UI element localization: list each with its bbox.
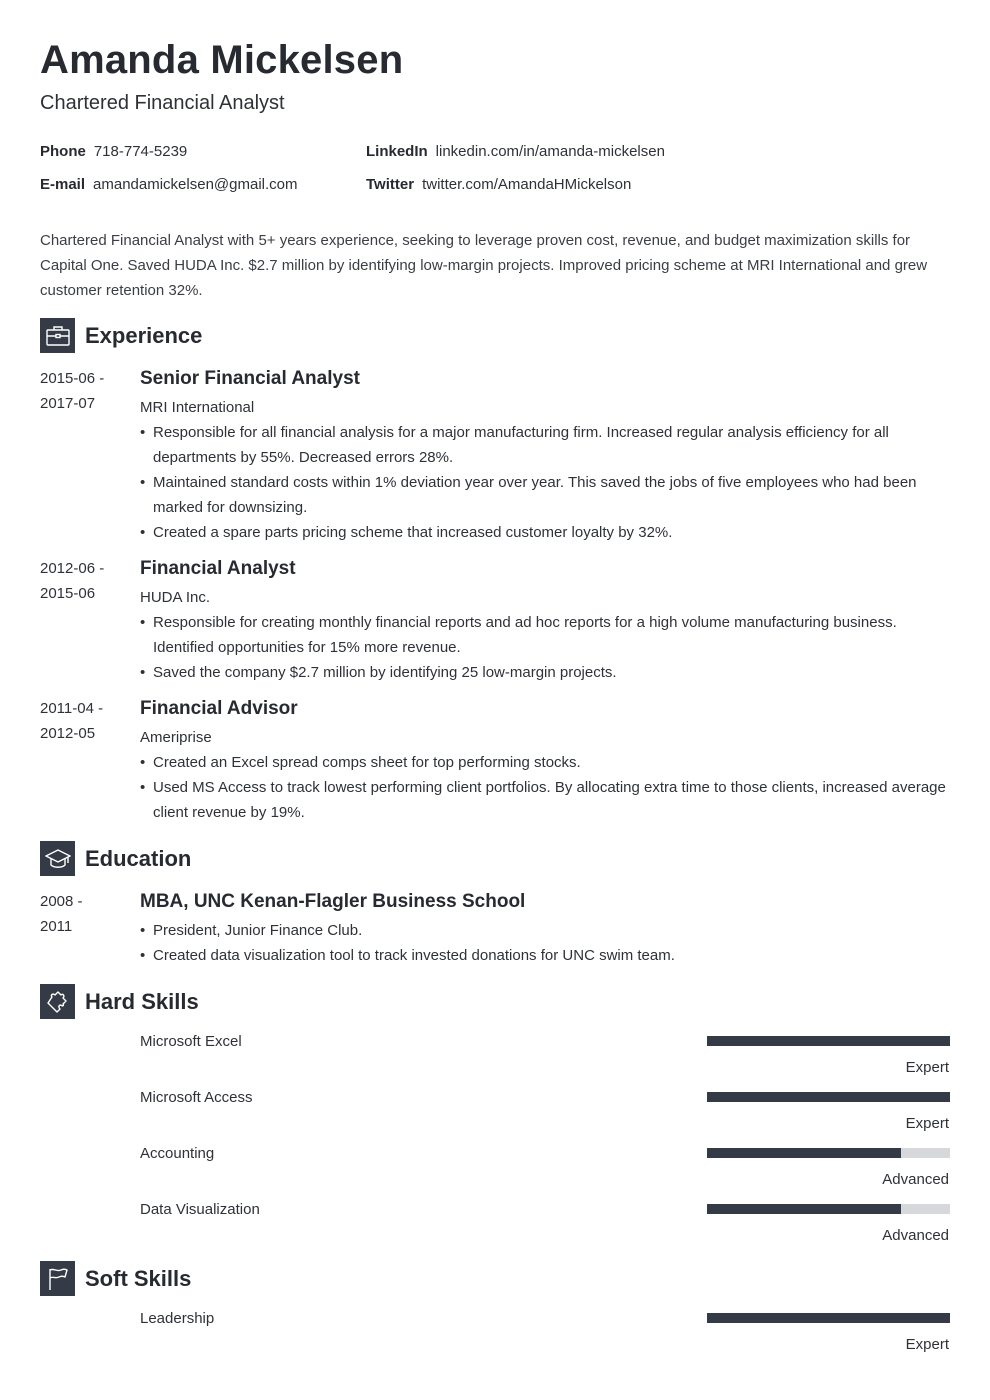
experience-body <box>140 366 950 545</box>
skill-level-label: Expert <box>905 1115 949 1132</box>
bullet-item: • President, Junior Finance Club. <box>140 918 950 943</box>
date-start: 2008 - <box>40 893 83 910</box>
date-start: 2011-04 - <box>40 700 104 717</box>
skill-level-label: Advanced <box>882 1171 949 1188</box>
soft-skills-heading: Soft Skills <box>85 1265 192 1291</box>
contact-twitter <box>366 176 631 193</box>
skill-name: Microsoft Access <box>140 1089 253 1106</box>
bullet-item: • Maintained standard costs within 1% deviation year over year. This saved the jobs of five employees who had been marked for downsizing. <box>140 470 950 520</box>
skill-row <box>140 1200 950 1250</box>
skill-level-label: Advanced <box>882 1227 949 1244</box>
experience-bullets <box>140 420 950 545</box>
skill-level-label: Expert <box>905 1336 949 1353</box>
education-bullets <box>140 918 950 968</box>
experience-bullets <box>140 610 950 685</box>
skill-name: Microsoft Excel <box>140 1033 242 1050</box>
summary-text: Chartered Financial Analyst with 5+ years experience, seeking to leverage proven cost, revenue, and budget maximization skills for Capital One. Saved HUDA Inc. $2.7 million by identifying low-margin projects. Improved pricing scheme at MRI International and grew customer retention 32%. <box>40 232 928 299</box>
education-section-header <box>40 841 191 876</box>
bullet-item: • Created an Excel spread comps sheet for top performing stocks. <box>140 750 950 775</box>
contact-twitter-label: Twitter <box>366 176 415 193</box>
skill-level-bar <box>707 1204 950 1214</box>
briefcase-icon <box>40 318 75 353</box>
experience-bullets <box>140 750 950 825</box>
experience-body <box>140 696 950 825</box>
date-end: 2011 <box>40 918 73 935</box>
bullet-item: • Created a spare parts pricing scheme that increased customer loyalty by 32%. <box>140 520 950 545</box>
bullet-item: • Responsible for creating monthly financial reports and ad hoc reports for a high volume manufacturing business. Identified opportunities for 15% more revenue. <box>140 610 950 660</box>
contact-phone-value[interactable]: 718-774-5239 <box>93 143 188 160</box>
skill-level-bar <box>707 1092 950 1102</box>
contact-email-label: E-mail <box>40 176 86 193</box>
experience-dates <box>40 366 130 416</box>
education-body <box>140 889 950 968</box>
contact-phone-label: Phone <box>40 143 86 160</box>
company-name: Ameriprise <box>140 729 212 746</box>
experience-dates <box>40 556 130 606</box>
contact-twitter-value[interactable]: twitter.com/AmandaHMickelson <box>422 176 632 193</box>
company-name: HUDA Inc. <box>140 589 211 606</box>
bullet-item: • Responsible for all financial analysis for a major manufacturing firm. Increased regular analysis efficiency for all departments by 55%. Decreased errors 28%. <box>140 420 950 470</box>
experience-heading: Experience <box>85 322 203 348</box>
skill-row <box>140 1088 950 1138</box>
contact-email-value[interactable]: amandamickelsen@gmail.com <box>93 176 298 193</box>
flag-icon <box>40 1261 75 1296</box>
skill-name: Data Visualization <box>140 1201 260 1218</box>
skill-level-fill <box>707 1313 950 1323</box>
date-end: 2015-06 <box>40 585 96 602</box>
experience-body <box>140 556 950 685</box>
contact-linkedin-value[interactable]: linkedin.com/in/amanda-mickelsen <box>435 143 665 160</box>
education-dates <box>40 889 130 939</box>
skill-name: Accounting <box>140 1145 215 1162</box>
skill-row <box>140 1144 950 1194</box>
skill-name: Leadership <box>140 1310 215 1327</box>
skill-level-bar <box>707 1148 950 1158</box>
date-end: 2012-05 <box>40 725 96 742</box>
degree-title: MBA, UNC Kenan-Flagler Business School <box>140 891 526 912</box>
job-title: Financial Advisor <box>140 698 298 719</box>
skill-row <box>140 1032 950 1082</box>
experience-section-header <box>40 318 202 353</box>
date-end: 2017-07 <box>40 395 96 412</box>
skill-level-fill <box>707 1204 901 1214</box>
date-start: 2012-06 - <box>40 560 105 577</box>
skill-level-fill <box>707 1036 950 1046</box>
hard-skills-section-header <box>40 984 199 1019</box>
skill-level-bar <box>707 1036 950 1046</box>
skill-level-label: Expert <box>905 1059 949 1076</box>
skill-level-fill <box>707 1148 901 1158</box>
candidate-title: Chartered Financial Analyst <box>40 92 285 114</box>
experience-dates <box>40 696 130 746</box>
puzzle-piece-icon <box>40 984 75 1019</box>
date-start: 2015-06 - <box>40 370 105 387</box>
education-heading: Education <box>85 845 192 871</box>
contact-linkedin-label: LinkedIn <box>366 143 428 160</box>
soft-skills-section-header <box>40 1261 191 1296</box>
bullet-item: • Saved the company $2.7 million by identifying 25 low-margin projects. <box>140 660 950 685</box>
skill-row <box>140 1309 950 1359</box>
skill-level-fill <box>707 1092 950 1102</box>
contact-linkedin <box>366 143 665 160</box>
contact-email <box>40 176 298 193</box>
contact-phone <box>40 143 187 160</box>
job-title: Senior Financial Analyst <box>140 368 360 389</box>
bullet-item: • Created data visualization tool to track invested donations for UNC swim team. <box>140 943 950 968</box>
job-title: Financial Analyst <box>140 558 296 579</box>
bullet-item: • Used MS Access to track lowest performing client portfolios. By allocating extra time to those clients, increased average client revenue by 19%. <box>140 775 950 825</box>
company-name: MRI International <box>140 399 255 416</box>
skill-level-bar <box>707 1313 950 1323</box>
hard-skills-heading: Hard Skills <box>85 988 199 1014</box>
candidate-name: Amanda Mickelsen <box>40 38 404 82</box>
graduation-cap-icon <box>40 841 75 876</box>
